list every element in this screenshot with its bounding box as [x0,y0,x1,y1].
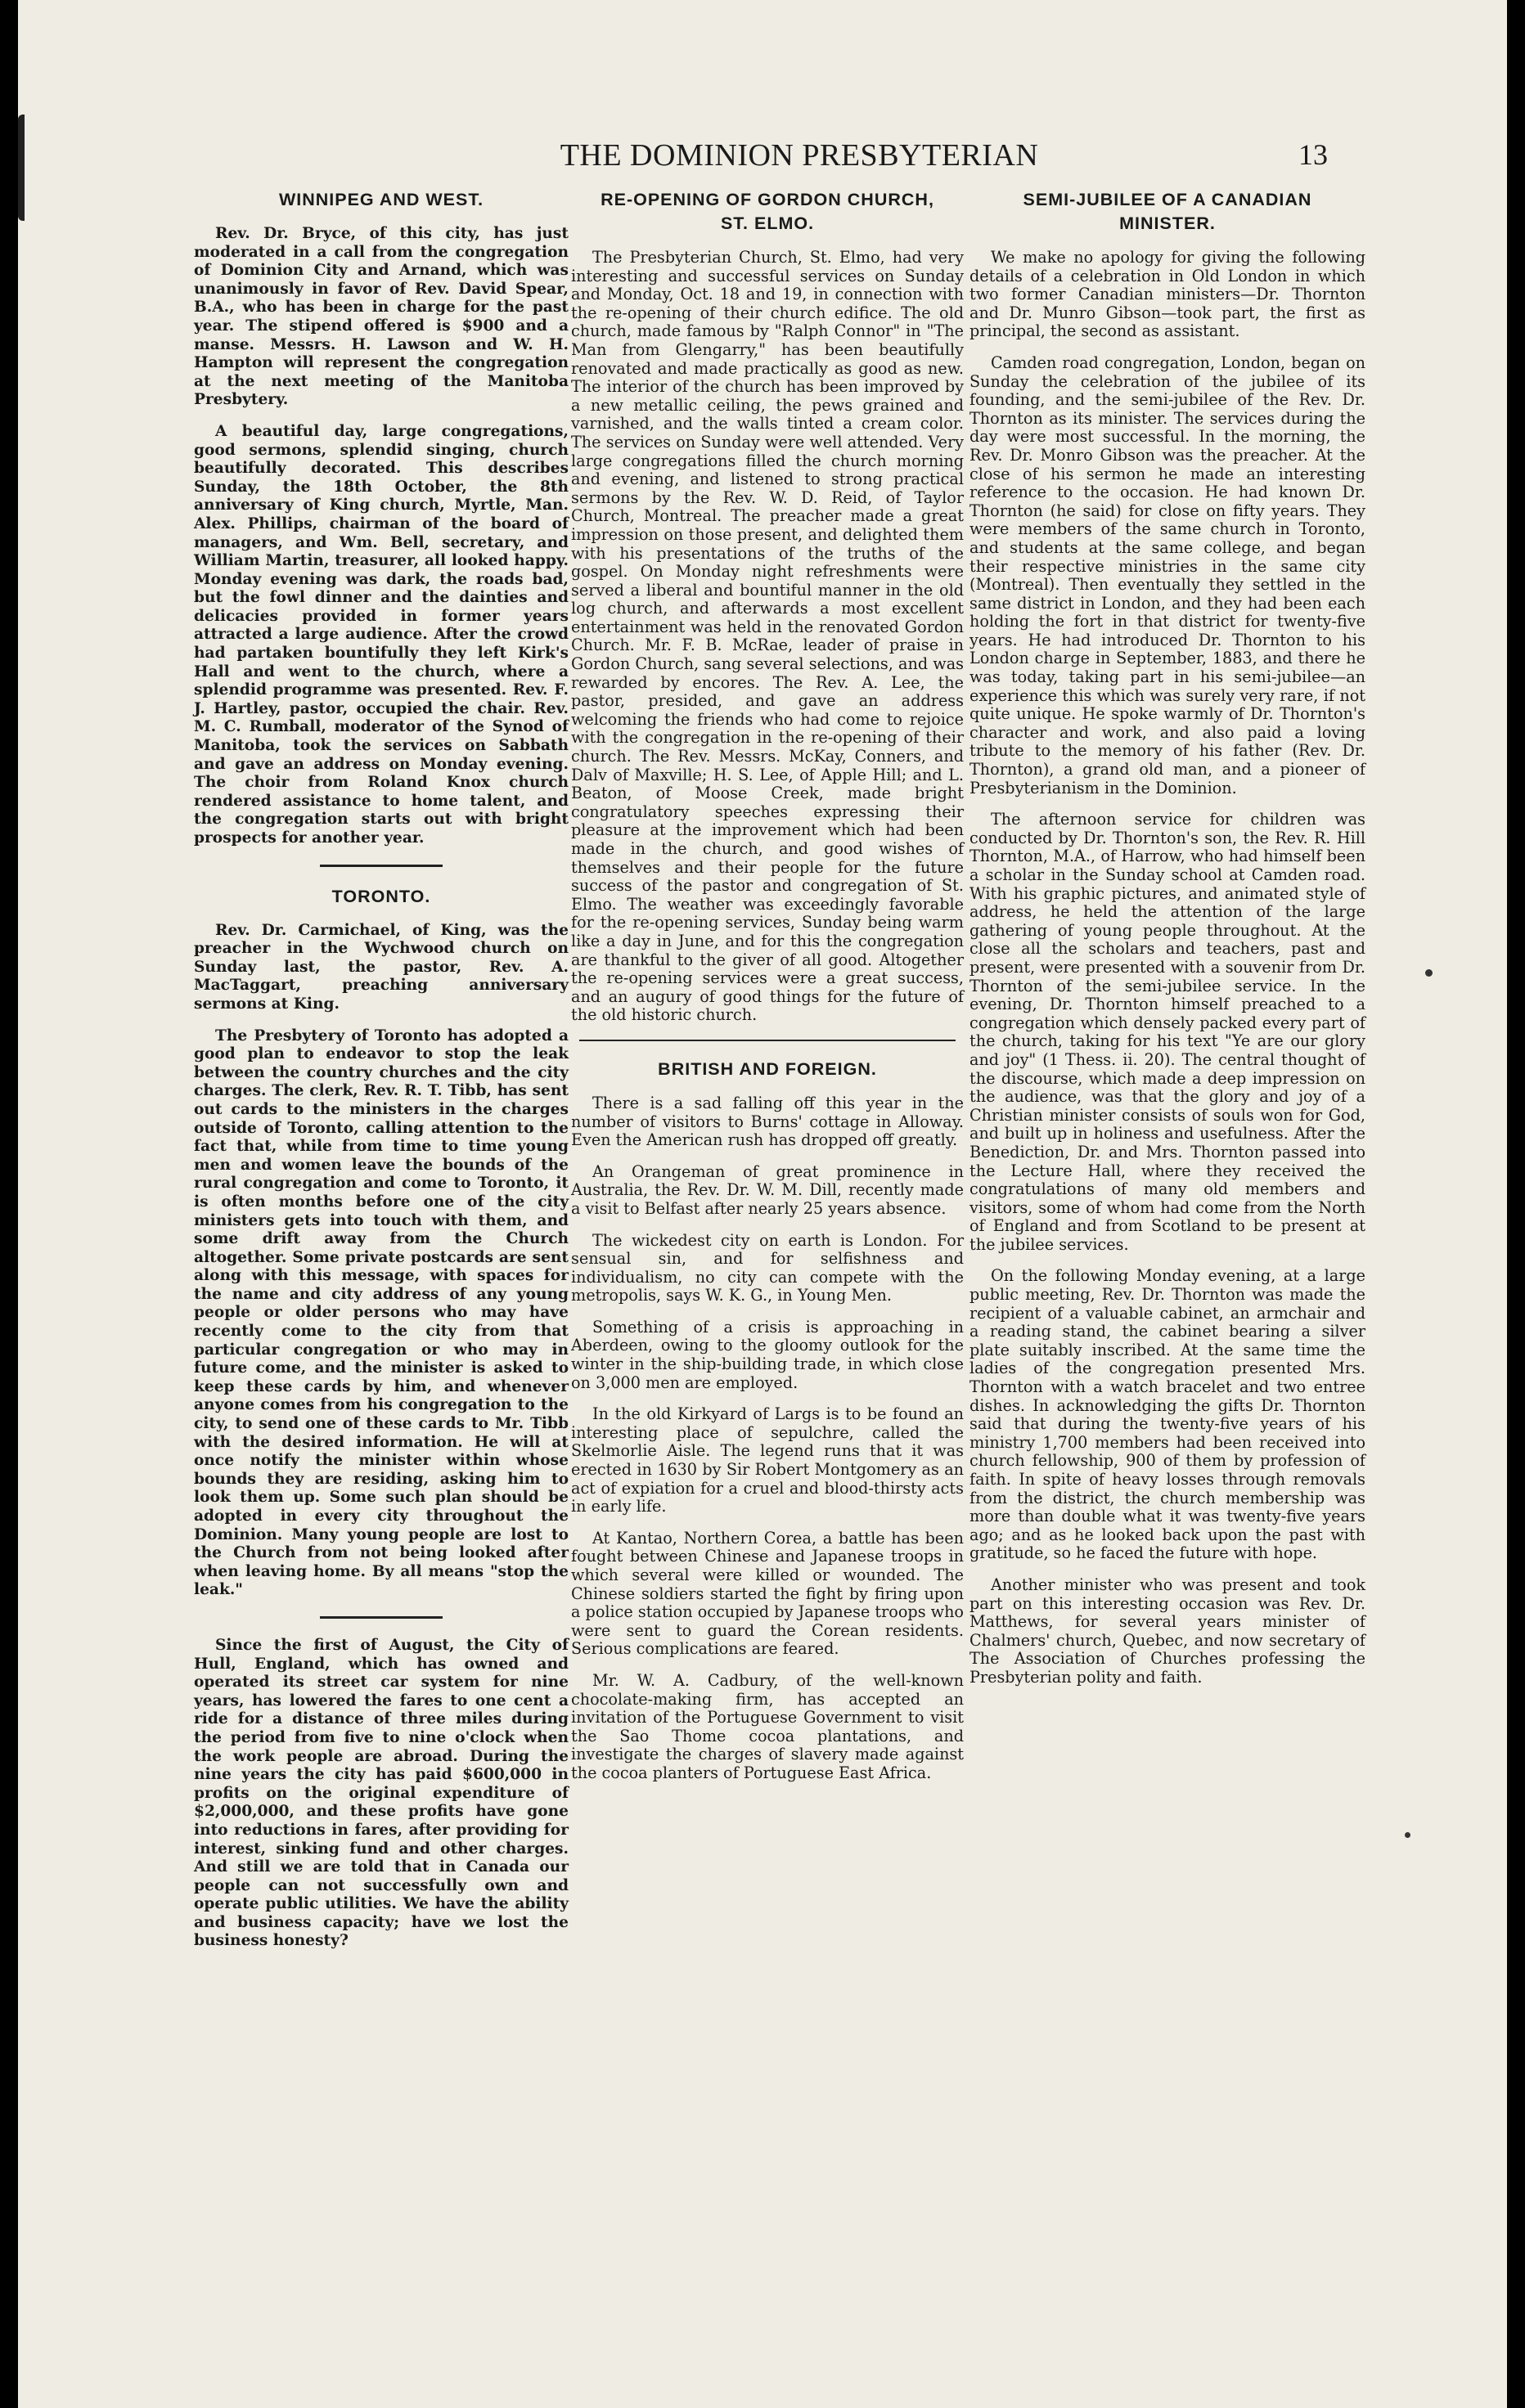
column-right [969,185,1365,1700]
article-paragraph: The Presbyterian Church, St. Elmo, had very interesting and successful services on Sunday and Monday, Oct. 18 and 19, in connection with the re-opening of their church edifice. The old church, made famous by "Ralph Connor" in "The Man from Glengarry," has been beautifully renovated and made practically as good as new. The interior of the church has been improved by a new metallic ceiling, the pews grained and varnished, and the walls tinted a cream color. The services on Sunday were well attended. Very large congregations filled the church morning and evening, and listened to strong practical sermons by the Rev. W. D. Reid, of Taylor Church, Montreal. The preacher made a great impression on those present, and delighted them with his presentations of the truths of the gospel. On Monday night refreshments were served a liberal and bountiful manner in the old log church, and afterwards a most excellent entertainment was held in the renovated Gordon Church. Mr. F. B. McRae, leader of praise in Gordon Church, sang several selections, and was rewarded by encores. The Rev. A. Lee, the pastor, presided, and gave an address welcoming the friends who had come to rejoice with the congregation in the re-opening of their church. The Rev. Messrs. McKay, Conners, and Dalv of Maxville; H. S. Lee, of Apple Hill; and L. Beaton, of Moose Creek, made bright congratulatory speeches expressing their pleasure at the improvement which had been made in the church, and good wishes of themselves and their people for the future success of the pastor and congregation of St. Elmo. The weather was exceedingly favorable for the re-opening services, Sunday being warm like a day in June, and for this the congregation are thankful to the giver of all good. Altogether the re-opening services were a great success, and an augury of good things for the future of the old historic church. [571,248,964,1025]
page-header [18,137,1507,186]
heading-line: SEMI-JUBILEE OF A CANADIAN [1023,190,1312,209]
article-paragraph: There is a sad falling off this year in the number of visitors to Burns' cottage in Alloway. Even the American rush has dropped off greatly. [571,1093,964,1150]
section-divider [579,1040,956,1041]
article-paragraph: On the following Monday evening, at a large public meeting, Rev. Dr. Thornton was made the recipient of a valuable cabinet, an armchair and a reading stand, the cabinet bearing a silver plate suitably inscribed. At the same time the ladies of the congregation presented Mrs. Thornton with a watch bracelet and two entree dishes. In acknowledging the gifts Dr. Thornton said that during the twenty-five years of his ministry 1,700 members had been received into church fellowship, 900 of them by profession of faith. In spite of heavy losses through removals from the district, the church membership was more than double what it was twenty-five years ago; and as he looked back upon the past with gratitude, so he faced the future with hope. [969,1266,1365,1563]
article-paragraph: Something of a crisis is approaching in Aberdeen, owing to the gloomy outlook for the winter in the ship-building trade, in which close on 3,000 men are employed. [571,1317,964,1392]
article-paragraph: A beautiful day, large congregations, good sermons, splendid singing, church beautifully decorated. This describes Sunday, the 18th October, the 8th anniversary of King church, Myrtle, Man. Alex. Phillips, chairman of the board of managers, and Wm. Bell, secretary, and William Martin, treasurer, all looked happy. Monday evening was dark, the roads bad, but the fowl dinner and the dainties and delicacies provided in former years attracted a large audience. After the crowd had partaken bountifully they left Kirk's Hall and went to the church, where a splendid programme was presented. Rev. F. J. Hartley, pastor, occupied the chair. Rev. M. C. Rumball, moderator of the Synod of Manitoba, took the services on Sabbath and gave an address on Monday evening. The choir from Roland Knox church rendered assistance to home talent, and the congregation starts out with bright prospects for another year. [194,422,569,847]
article-paragraph: In the old Kirkyard of Largs is to be found an interesting place of sepulchre, called the Skelmorlie Aisle. The legend runs that it was erected in 1630 by Sir Robert Montgomery as an act of expiation for a cruel and blood-thirsty acts in early life. [571,1404,964,1516]
journal-title: THE DOMINION PRESBYTERIAN [560,138,1039,173]
section-heading-toronto: TORONTO. [331,886,431,906]
section-divider [320,865,443,867]
article-paragraph: Mr. W. A. Cadbury, of the well-known chocolate-making firm, has accepted an invitation of the Portuguese Government to visit the Sao Thome cocoa plantations, and investigate the charges of slavery made against the cocoa planters of Portuguese East Africa. [571,1670,964,1782]
winnipeg-article [194,225,569,848]
article-paragraph: The Presbytery of Toronto has adopted a good plan to endeavor to stop the leak between the country churches and the city charges. The clerk, Rev. R. T. Tibb, has sent out cards to the ministers in the charges outside of Toronto, calling attention to the fact that, while from time to time young men and women leave the bounds of the rural congregation and come to Toronto, it is often months before one of the city ministers gets into touch with them, and some drift away from the Church altogether. Some private postcards are sent along with this message, with spaces for the name and city address of any young people or older persons who may have recently come to the city from that particular congregation or who may in future come, and the minister is asked to keep these cards by him, and whenever anyone comes from his congregation to the city, to send one of these cards to Mr. Tibb with the desired information. He will at once notify the minister within whose bounds they are residing, asking him to look them up. Some such plan should be adopted in every city throughout the Dominion. Many young people are lost to the Church from not being looked after when leaving home. By all means "stop the leak." [194,1027,569,1599]
newspaper-page [18,0,1507,2408]
page-number: 13 [1298,138,1328,171]
article-paragraph: At Kantao, Northern Corea, a battle has been fought between Chinese and Japanese troops in which several were killed or wounded. The Chinese soldiers started the fight by firing upon a police station occupied by Japanese troops who were sent to guard the Corean residents. Serious complications are feared. [571,1528,964,1659]
section-heading-semi-jubilee [969,188,1365,236]
toronto-article [194,922,569,1951]
section-heading-british: BRITISH AND FOREIGN. [658,1058,877,1079]
ink-spot [1425,969,1433,977]
article-paragraph: An Orangeman of great prominence in Australia, the Rev. Dr. W. M. Dill, recently made a visit to Belfast after nearly 25 years absence. [571,1161,964,1218]
article-paragraph: Rev. Dr. Bryce, of this city, has just moderated in a call from the congregation of Dominion City and Arnand, which was unanimously in favor of Rev. David Spear, B.A., who has been in charge for the past year. The stipend offered is $900 and a manse. Messrs. H. Lawson and W. H. Hampton will represent the congregation at the next meeting of the Manitoba Presbytery. [194,225,569,409]
article-paragraph: The wickedest city on earth is London. For sensual sin, and for selfishness and individualism, no city can compete with the metropolis, says W. K. G., in Young Men. [571,1230,964,1305]
article-paragraph: Rev. Dr. Carmichael, of King, was the preacher in the Wychwood church on Sunday last, the pastor, Rev. A. MacTaggart, preaching anniversary sermons at King. [194,921,569,1013]
section-heading-gordon [571,188,964,236]
article-paragraph: Another minister who was present and took part on this interesting occasion was Rev. Dr. Matthews, for several years minister of Chalmers' church, Quebec, and now secretary of The Association of Churches professing the Presbyterian polity and faith. [969,1575,1365,1687]
article-intro: We make no apology for giving the following details of a celebration in Old London in which two former Canadian ministers—Dr. Thornton and Dr. Munro Gibson—took part, the first as principal, the second as assistant. [969,248,1365,341]
heading-line: RE-OPENING OF GORDON CHURCH, [601,190,934,209]
column-left [194,185,569,1964]
article-paragraph: Since the first of August, the City of Hull, England, which has owned and operated its street car system for nine years, has lowered the fares to one cent a ride for a distance of three miles during the period from five to nine o'clock when the work people are abroad. During the nine years the city has paid $600,000 in profits on the original expenditure of $2,000,000, and these profits have gone into reductions in fares, after providing for interest, sinking fund and other charges. And still we are told that in Canada our people can not successfully own and operate public utilities. We have the ability and business capacity; have we lost the business honesty? [194,1636,569,1950]
heading-line: MINISTER. [1119,213,1216,233]
section-heading-winnipeg: WINNIPEG AND WEST. [278,190,484,209]
section-divider [320,1616,443,1619]
column-middle [571,185,964,1796]
heading-line: ST. ELMO. [720,213,815,233]
article-paragraph: The afternoon service for children was conducted by Dr. Thornton's son, the Rev. R. Hill Thornton, M.A., of Harrow, who had himself been a scholar in the Sunday school at Camden road. With his graphic pictures, and animated style of address, he held the attention of the large gathering of young people throughout. At the close all the scholars and teachers, past and present, were presented with a souvenir from Dr. Thornton of the semi-jubilee service. In the evening, Dr. Thornton himself preached to a congregation which densely packed every part of the church, taking for his text "Ye are our glory and joy" (1 Thess. ii. 20). The central thought of the discourse, which made a deep impression on the audience, was that the glory and joy of a Christian minister consists of souls won for God, and built up in holiness and usefulness. After the Benediction, Dr. and Mrs. Thornton passed into the Lecture Hall, where they received the congratulations of many old members and visitors, some of whom had come from the North of England and from Scotland to be present at the jubilee services. [969,810,1365,1254]
ink-spot [1405,1832,1410,1838]
article-paragraph: Camden road congregation, London, began on Sunday the celebration of the jubilee of its founding, and the semi-jubilee of the Rev. Dr. Thornton as its minister. The services during the day were most successful. In the morning, the Rev. Dr. Monro Gibson was the preacher. At the close of his sermon he made an interesting reference to the occasion. He had known Dr. Thornton (he said) for close on fifty years. They were members of the same church in Toronto, and students at the same college, and began their respective ministries in the same city (Montreal). Then eventually they settled in the same district in London, and they had been each holding the fort in that district for twenty-five years. He had introduced Dr. Thornton to his London charge in September, 1883, and there he was today, taking part in his semi-jubilee—an experience this which was surely very rare, if not quite unique. He spoke warmly of Dr. Thornton's character and work, and also paid a loving tribute to the memory of his father (Rev. Dr. Thornton), a grand old man, and a pioneer of Presbyterianism in the Dominion. [969,353,1365,797]
